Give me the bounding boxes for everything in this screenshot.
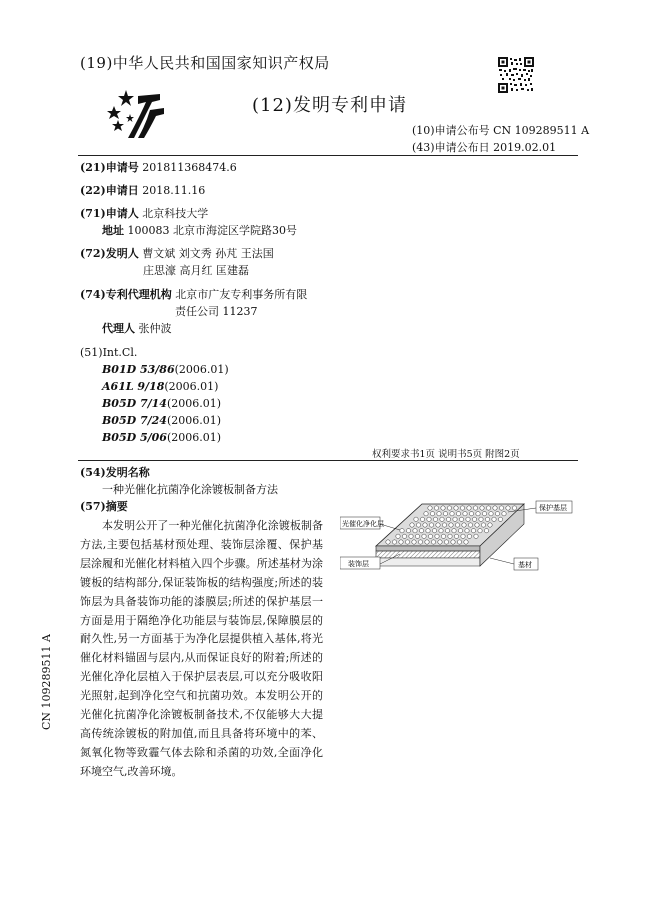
photocatalyst-particle xyxy=(455,523,459,527)
photocatalyst-particle xyxy=(454,506,458,510)
photocatalyst-particle xyxy=(506,506,510,510)
photocatalyst-particle xyxy=(472,517,476,521)
address-value: 100083 北京市海淀区学院路30号 xyxy=(127,224,297,237)
photocatalyst-particle xyxy=(446,517,450,521)
photocatalyst-particle xyxy=(456,512,460,516)
photocatalyst-particle xyxy=(434,506,438,510)
photocatalyst-particle xyxy=(438,540,442,544)
classification-5 xyxy=(102,431,221,445)
photocatalyst-particle xyxy=(420,517,424,521)
photocatalyst-particle xyxy=(489,512,493,516)
photocatalyst-particle xyxy=(464,540,468,544)
inventors-line-1: 曹文斌 刘文秀 孙芃 王法国 xyxy=(142,247,274,260)
abstract-paragraph: 本发明公开了一种光催化抗菌净化涂镀板制备方法,主要包括基材预处理、装饰层涂覆、保护基层涂履和光催化材料植入四个步骤。所述基材为涂镀板的结构部分,保证装饰板的结构强度;所述的装饰层为具备装饰功能的漆膜层;所述的保护基层一方面是用于隔绝净化功能层与装饰层,保障膜层的耐久性,另一方面基于为净化层提供植入基体,将光催化材料锚固与层内,从而保证良好的附着;所述的光催化净化层植入于保护层表层,可以充分吸收阳光照射,起到净化空气和抗菌功效。本发明公开的光催化抗菌净化涂镀板制备技术,不仅能够大大提高传统涂镀板的附加值,而且具备将环境中的苯、氮氧化物等致霾气体去除和杀菌的功效,全面净化环境空气,改善环境。 xyxy=(80,519,323,778)
photocatalyst-particle xyxy=(452,529,456,533)
label-substrate: 基材 xyxy=(518,561,532,569)
photocatalyst-particle xyxy=(428,534,432,538)
abstract-label: (57)摘要 xyxy=(80,500,128,513)
photocatalyst-particle xyxy=(512,506,516,510)
title-label: (54)发明名称 xyxy=(80,466,150,479)
photocatalyst-particle xyxy=(416,523,420,527)
application-date-label: (22)申请日 xyxy=(80,184,139,197)
photocatalyst-particle xyxy=(414,517,418,521)
photocatalyst-particle xyxy=(435,534,439,538)
photocatalyst-particle xyxy=(451,540,455,544)
classification-date: (2006.01) xyxy=(164,380,219,393)
photocatalyst-particle xyxy=(502,512,506,516)
inventors-label: (72)发明人 xyxy=(80,247,139,260)
classification-code: B01D 53/86 xyxy=(102,363,175,376)
classification-date: (2006.01) xyxy=(166,397,222,410)
photocatalyst-particle xyxy=(466,517,470,521)
photocatalyst-particle xyxy=(488,523,492,527)
photocatalyst-particle xyxy=(442,523,446,527)
photocatalyst-particle xyxy=(443,512,447,516)
address-label: 地址 xyxy=(102,224,124,237)
photocatalyst-particle xyxy=(428,506,432,510)
photocatalyst-particle xyxy=(463,512,467,516)
photocatalyst-particle xyxy=(469,512,473,516)
patent-agency-line-1: 北京市广友专利事务所有限 xyxy=(175,288,308,301)
photocatalyst-particle xyxy=(479,517,483,521)
photocatalyst-particle xyxy=(441,534,445,538)
classification-date: (2006.01) xyxy=(174,363,229,376)
applicant-label: (71)申请人 xyxy=(80,207,139,220)
photocatalyst-particle xyxy=(495,512,499,516)
photocatalyst-particle xyxy=(473,506,477,510)
photocatalyst-particle xyxy=(465,529,469,533)
publication-number-value: CN 109289511 A xyxy=(493,124,590,137)
address xyxy=(102,224,297,238)
photocatalyst-particle xyxy=(471,529,475,533)
photocatalyst-particle xyxy=(468,523,472,527)
photocatalyst-particle xyxy=(399,540,403,544)
photocatalyst-particle xyxy=(409,534,413,538)
protective-base-layer xyxy=(376,546,480,551)
classification-2 xyxy=(102,380,218,394)
photocatalyst-particle xyxy=(467,506,471,510)
decorative-layer xyxy=(376,551,480,558)
classification-code: A61L 9/18 xyxy=(102,380,165,393)
photocatalyst-particle xyxy=(400,529,404,533)
photocatalyst-particle xyxy=(437,512,441,516)
photocatalyst-particle xyxy=(418,540,422,544)
classification-code: B05D 7/24 xyxy=(102,414,167,427)
photocatalyst-particle xyxy=(447,506,451,510)
photocatalyst-particle xyxy=(425,540,429,544)
agent xyxy=(102,322,172,336)
photocatalyst-particle xyxy=(431,540,435,544)
photocatalyst-particle xyxy=(499,506,503,510)
photocatalyst-particle xyxy=(444,540,448,544)
document-type: (12)发明专利申请 xyxy=(252,95,407,116)
photocatalyst-particle xyxy=(426,529,430,533)
photocatalyst-particle xyxy=(410,523,414,527)
publication-number-label: (10)申请公布号 xyxy=(412,124,490,137)
photocatalyst-particle xyxy=(427,517,431,521)
photocatalyst-particle xyxy=(406,529,410,533)
photocatalyst-particle xyxy=(445,529,449,533)
publication-date-label: (43)申请公布日 xyxy=(412,141,490,154)
photocatalyst-particle xyxy=(457,540,461,544)
patent-agency-label: (74)专利代理机构 xyxy=(80,288,172,301)
substrate-layer xyxy=(376,558,480,566)
photocatalyst-particle xyxy=(396,534,400,538)
classification-3 xyxy=(102,397,221,411)
photocatalyst-particle xyxy=(474,534,478,538)
photocatalyst-particle xyxy=(485,517,489,521)
application-number-value: 201811368474.6 xyxy=(142,161,237,174)
photocatalyst-particle xyxy=(449,523,453,527)
publication-date xyxy=(412,141,556,155)
photocatalyst-particle xyxy=(475,523,479,527)
publication-date-value: 2019.02.01 xyxy=(493,141,557,154)
photocatalyst-particle xyxy=(392,540,396,544)
photocatalyst-particle xyxy=(440,517,444,521)
agent-label: 代理人 xyxy=(102,322,135,335)
photocatalyst-particle xyxy=(478,529,482,533)
photocatalyst-particle xyxy=(419,529,423,533)
photocatalyst-particle xyxy=(413,529,417,533)
publication-number xyxy=(412,124,589,138)
applicant-value: 北京科技大学 xyxy=(142,207,209,220)
application-date xyxy=(80,184,205,198)
application-date-value: 2018.11.16 xyxy=(142,184,206,197)
classification-1 xyxy=(102,363,229,377)
photocatalyst-particle xyxy=(460,506,464,510)
photocatalyst-particle xyxy=(439,529,443,533)
biblio-divider xyxy=(78,460,578,461)
label-protective-base: 保护基层 xyxy=(539,504,567,512)
inventors xyxy=(80,247,274,261)
photocatalyst-particle xyxy=(386,540,390,544)
photocatalyst-particle xyxy=(422,534,426,538)
photocatalyst-particle xyxy=(484,529,488,533)
photocatalyst-particle xyxy=(433,517,437,521)
photocatalyst-particle xyxy=(432,529,436,533)
photocatalyst-particle xyxy=(441,506,445,510)
photocatalyst-particle xyxy=(462,523,466,527)
photocatalyst-particle xyxy=(481,523,485,527)
int-cl-label: (51)Int.Cl. xyxy=(80,346,138,359)
photocatalyst-particle xyxy=(405,540,409,544)
photocatalyst-particle xyxy=(498,517,502,521)
photocatalyst-particle xyxy=(459,517,463,521)
spine-publication-number: CN 109289511 A xyxy=(40,634,53,730)
page-count-info: 权利要求书1页 说明书5页 附图2页 xyxy=(372,449,520,460)
photocatalyst-particle xyxy=(423,523,427,527)
patent-agency xyxy=(80,288,307,302)
applicant xyxy=(80,207,208,221)
photocatalyst-particle xyxy=(412,540,416,544)
photocatalyst-particle xyxy=(458,529,462,533)
photocatalyst-particle xyxy=(486,506,490,510)
classification-date: (2006.01) xyxy=(166,431,222,444)
classification-date: (2006.01) xyxy=(166,414,222,427)
abstract-text xyxy=(80,517,323,782)
classification-code: B05D 5/06 xyxy=(102,431,167,444)
photocatalyst-particle xyxy=(482,512,486,516)
application-number-label: (21)申请号 xyxy=(80,161,139,174)
header-divider xyxy=(78,155,578,156)
photocatalyst-particle xyxy=(429,523,433,527)
application-number xyxy=(80,161,237,175)
agent-value: 张仲波 xyxy=(138,322,172,335)
cnipa-logo-icon xyxy=(104,88,172,140)
photocatalyst-particle xyxy=(448,534,452,538)
photocatalyst-particle xyxy=(467,534,471,538)
label-decorative-layer: 装饰层 xyxy=(348,560,369,568)
invention-title: 一种光催化抗菌净化涂镀板制备方法 xyxy=(102,483,278,496)
classification-code: B05D 7/14 xyxy=(102,397,167,410)
patent-agency-line-2: 责任公司 11237 xyxy=(175,305,258,318)
photocatalyst-particle xyxy=(480,506,484,510)
photocatalyst-particle xyxy=(430,512,434,516)
office-name: (19)中华人民共和国国家知识产权局 xyxy=(80,54,330,72)
photocatalyst-particle xyxy=(493,506,497,510)
photocatalyst-particle xyxy=(453,517,457,521)
photocatalyst-particle xyxy=(436,523,440,527)
classification-4 xyxy=(102,414,221,428)
photocatalyst-particle xyxy=(476,512,480,516)
inventors-line-2: 庄思濠 高月红 匡建磊 xyxy=(143,264,249,277)
photocatalyst-particle xyxy=(415,534,419,538)
layer-structure-figure xyxy=(340,496,580,588)
photocatalyst-particle xyxy=(454,534,458,538)
photocatalyst-particle xyxy=(424,512,428,516)
photocatalyst-particle xyxy=(492,517,496,521)
qr-code-icon xyxy=(498,57,534,93)
photocatalyst-particle xyxy=(450,512,454,516)
label-photocatalytic-layer: 光催化净化层 xyxy=(342,520,384,528)
photocatalyst-particle xyxy=(461,534,465,538)
photocatalyst-particle xyxy=(402,534,406,538)
